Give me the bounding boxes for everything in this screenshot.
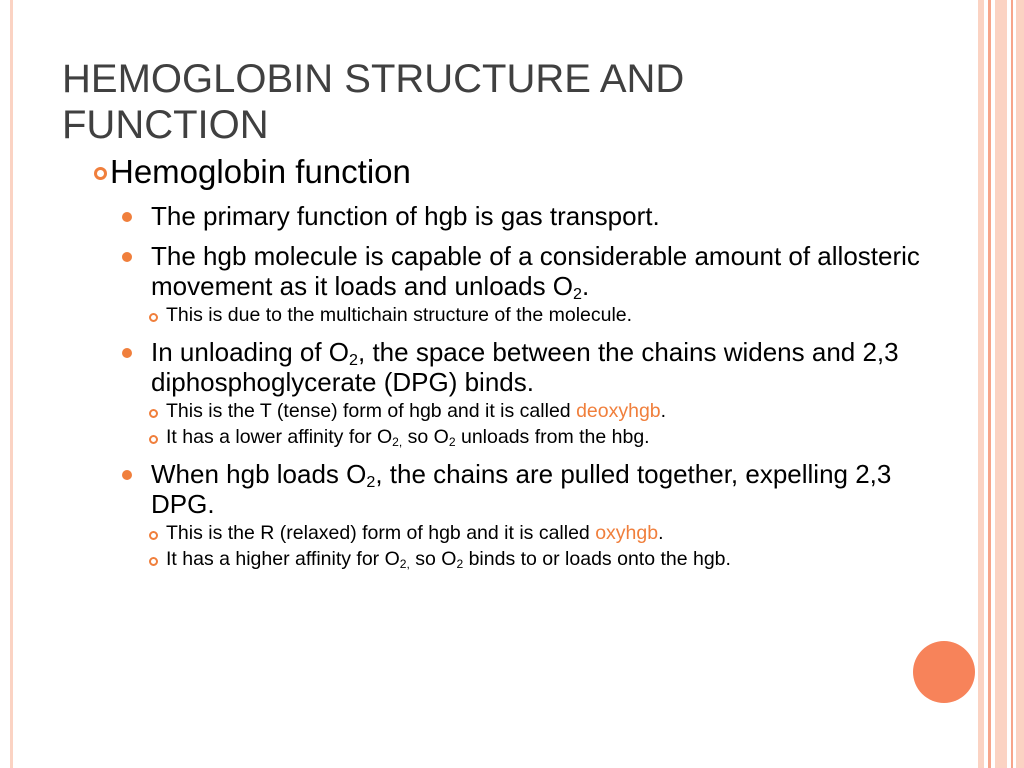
sub-bullet-text-post: unloads from the hbg. bbox=[455, 426, 650, 448]
dot-bullet-icon bbox=[122, 212, 132, 222]
decor-stripe-left bbox=[10, 0, 13, 768]
decor-stripe-4 bbox=[1011, 0, 1013, 768]
sub-bullet-text-end: . bbox=[660, 400, 667, 422]
sub-bullet-text: This is due to the multichain structure of the molecule. bbox=[166, 304, 633, 326]
slide-title-line-1: HEMOGLOBIN STRUCTURE AND bbox=[62, 57, 685, 101]
bullet-allosteric bbox=[100, 241, 920, 304]
sub-bullet-text-mid: so O bbox=[402, 426, 449, 448]
highlight-deoxyhgb: deoxyhgb bbox=[576, 400, 661, 422]
sub-bullet-text: It has a lower affinity for O bbox=[166, 426, 393, 448]
bullet-text: When hgb loads O bbox=[151, 459, 367, 489]
ring-bullet-icon bbox=[149, 409, 158, 418]
bullet-text-end: . bbox=[582, 271, 590, 301]
dot-bullet-icon bbox=[122, 470, 132, 480]
decor-stripe-2 bbox=[988, 0, 991, 768]
bullet-loading bbox=[100, 459, 920, 519]
bullet-gas-transport bbox=[100, 201, 920, 231]
highlight-oxyhgb: oxyhgb bbox=[595, 522, 659, 544]
sub-bullet-multichain bbox=[100, 304, 920, 327]
bullet-unloading bbox=[100, 337, 920, 397]
bullet-text: In unloading of O bbox=[151, 337, 350, 367]
sub-bullet-higher-affinity bbox=[100, 548, 920, 571]
subscript: 2, bbox=[399, 557, 410, 572]
heading-text: Hemoglobin function bbox=[110, 153, 411, 190]
heading-bullet bbox=[100, 153, 920, 191]
subscript: 2 bbox=[349, 351, 359, 370]
sub-bullet-text: This is the T (tense) form of hgb and it is called bbox=[166, 400, 577, 422]
sub-bullet-tense-form bbox=[100, 400, 920, 423]
slide-body bbox=[100, 153, 920, 571]
sub-bullet-text-mid: so O bbox=[409, 548, 457, 570]
decor-stripe-5 bbox=[1016, 0, 1024, 768]
ring-bullet-icon bbox=[149, 531, 158, 540]
bullet-text-post: , the chains are pulled together, expelling 2,3 DPG. bbox=[151, 459, 892, 519]
subscript: 2 bbox=[456, 557, 464, 572]
sub-bullet-relaxed-form bbox=[100, 522, 920, 545]
sub-bullet-lower-affinity bbox=[100, 426, 920, 449]
slide-title bbox=[62, 56, 942, 148]
sub-bullet-text: It has a higher affinity for O bbox=[166, 548, 400, 570]
sub-bullet-text-post: binds to or loads onto the hgb. bbox=[463, 548, 731, 570]
slide-title-line-2: FUNCTION bbox=[62, 103, 269, 147]
subscript: 2 bbox=[366, 473, 376, 492]
ring-bullet-icon bbox=[149, 435, 158, 444]
ring-bullet-icon bbox=[94, 167, 107, 180]
dot-bullet-icon bbox=[122, 348, 132, 358]
bullet-text: The hgb molecule is capable of a considerable amount of allosteric movement as it loads and unloads O bbox=[151, 241, 920, 301]
sub-bullet-text: This is the R (relaxed) form of hgb and it is called bbox=[166, 522, 596, 544]
ring-bullet-icon bbox=[149, 557, 158, 566]
decor-stripe-1 bbox=[978, 0, 984, 768]
bullet-text-post: , the space between the chains widens and 2,3 diphosphoglycerate (DPG) binds. bbox=[151, 337, 899, 397]
subscript: 2 bbox=[573, 285, 582, 304]
decor-stripe-3 bbox=[995, 0, 1007, 768]
decor-circle bbox=[913, 641, 975, 703]
subscript: 2, bbox=[392, 435, 403, 450]
subscript: 2 bbox=[448, 435, 456, 450]
sub-bullet-text-end: . bbox=[658, 522, 664, 544]
ring-bullet-icon bbox=[149, 313, 158, 322]
bullet-text: The primary function of hgb is gas transport. bbox=[151, 201, 660, 231]
dot-bullet-icon bbox=[122, 252, 132, 262]
